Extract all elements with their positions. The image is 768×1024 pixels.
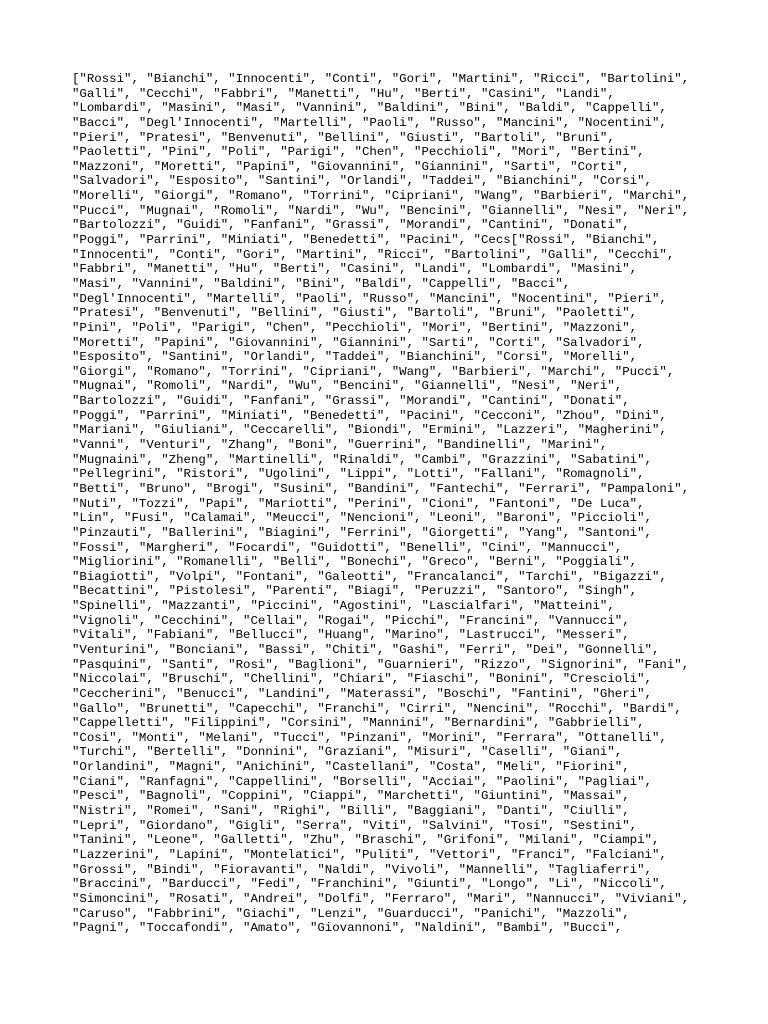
text-line: "Bacci", "Degl'Innocenti", "Martelli", "Paoli", "Russo", "Mancini", "Nocentini", — [72, 115, 667, 130]
text-line: "Pini", "Poli", "Parigi", "Chen", "Pecchioli", "Mori", "Bertini", "Mazzoni", — [72, 320, 638, 335]
text-line: "Becattini", "Pistolesi", "Parenti", "Biagi", "Peruzzi", "Santoro", "Singh", — [72, 584, 638, 599]
text-line: "Fabbri", "Manetti", "Hu", "Berti", "Casini", "Landi", "Lombardi", "Masini", — [72, 262, 638, 277]
text-line: "Fossi", "Margheri", "Focardi", "Guidotti", "Benelli", "Cini", "Mannucci", — [72, 540, 623, 555]
text-line: "Mazzoni", "Moretti", "Papini", "Giovannini", "Giannini", "Sarti", "Corti", — [72, 159, 630, 174]
text-line: "Lepri", "Giordano", "Gigli", "Serra", "Viti", "Salvini", "Tosi", "Sestini", — [72, 818, 638, 833]
text-line: "Mugnaini", "Zheng", "Martinelli", "Rinaldi", "Cambi", "Grazzini", "Sabatini", — [72, 452, 652, 467]
text-line: "Pagni", "Toccafondi", "Amato", "Giovannoni", "Naldini", "Bambi", "Bucci", — [72, 921, 623, 936]
text-line: "Masi", "Vannini", "Baldini", "Bini", "Baldi", "Cappelli", "Bacci", — [72, 276, 571, 291]
text-line: "Pellegrini", "Ristori", "Ugolini", "Lippi", "Lotti", "Fallani", "Romagnoli", — [72, 467, 645, 482]
text-line: "Venturini", "Bonciani", "Bassi", "Chiti", "Gashi", "Ferri", "Dei", "Gonnelli", — [72, 642, 660, 657]
text-line: "Pesci", "Bagnoli", "Coppini", "Ciappi", "Marchetti", "Giuntini", "Massai", — [72, 789, 630, 804]
text-line: "Bartolozzi", "Guidi", "Fanfani", "Grassi", "Morandi", "Cantini", "Donati", — [72, 218, 630, 233]
text-line: "Poggi", "Parrini", "Miniati", "Benedetti", "Pacini", "Cecconi", "Zhou", "Dini", — [72, 408, 667, 423]
text-line: "Morelli", "Giorgi", "Romano", "Torrini", "Cipriani", "Wang", "Barbieri", "Marchi", — [72, 189, 690, 204]
text-line: "Biagiotti", "Volpi", "Fontani", "Galeotti", "Francalanci", "Tarchi", "Bigazzi", — [72, 569, 667, 584]
text-line: "Paoletti", "Pini", "Poli", "Parigi", "Chen", "Pecchioli", "Mori", "Bertini", — [72, 145, 645, 160]
text-line: "Ceccherini", "Benucci", "Landini", "Materassi", "Boschi", "Fantini", "Gheri", — [72, 686, 652, 701]
text-line: "Betti", "Bruno", "Brogi", "Susini", "Bandini", "Fantechi", "Ferrari", "Pampaloni", — [72, 481, 690, 496]
text-line: "Pratesi", "Benvenuti", "Bellini", "Giusti", "Bartoli", "Bruni", "Paoletti", — [72, 306, 638, 321]
text-line: "Caruso", "Fabbrini", "Giachi", "Lenzi", "Guarducci", "Panichi", "Mazzoli", — [72, 906, 630, 921]
text-line: "Galli", "Cecchi", "Fabbri", "Manetti", "Hu", "Berti", "Casini", "Landi", — [72, 86, 615, 101]
text-line: "Tanini", "Leone", "Galletti", "Zhu", "Braschi", "Grifoni", "Milani", "Ciampi", — [72, 833, 660, 848]
text-line: "Turchi", "Bertelli", "Donnini", "Graziani", "Misuri", "Caselli", "Giani", — [72, 745, 623, 760]
text-line: "Pinzauti", "Ballerini", "Biagini", "Ferrini", "Giorgetti", "Yang", "Santoni", — [72, 525, 652, 540]
text-line: "Salvadori", "Esposito", "Santini", "Orlandi", "Taddei", "Bianchini", "Corsi", — [72, 174, 652, 189]
text-line: "Spinelli", "Mazzanti", "Piccini", "Agostini", "Lascialfari", "Matteini", — [72, 599, 615, 614]
text-line: "Pieri", "Pratesi", "Benvenuti", "Bellini", "Giusti", "Bartoli", "Bruni", — [72, 130, 615, 145]
text-line: "Braccini", "Barducci", "Fedi", "Franchini", "Giunti", "Longo", "Li", "Niccoli", — [72, 877, 667, 892]
text-line: "Degl'Innocenti", "Martelli", "Paoli", "Russo", "Mancini", "Nocentini", "Pieri", — [72, 291, 667, 306]
text-line: "Ciani", "Ranfagni", "Cappellini", "Borselli", "Acciai", "Paolini", "Pagliai", — [72, 774, 652, 789]
text-line: "Vanni", "Venturi", "Zhang", "Boni", "Guerrini", "Bandinelli", "Marini", — [72, 438, 608, 453]
text-line: "Moretti", "Papini", "Giovannini", "Giannini", "Sarti", "Corti", "Salvadori", — [72, 335, 645, 350]
text-line: ["Rossi", "Bianchi", "Innocenti", "Conti", "Gori", "Martini", "Ricci", "Bartolini", — [72, 72, 690, 86]
text-line: "Pucci", "Mugnai", "Romoli", "Nardi", "Wu", "Bencini", "Giannelli", "Nesi", "Neri", — [72, 203, 690, 218]
text-line: "Lombardi", "Masini", "Masi", "Vannini", "Baldini", "Bini", "Baldi", "Cappelli", — [72, 101, 667, 116]
text-line: "Nuti", "Tozzi", "Papi", "Mariotti", "Perini", "Cioni", "Fantoni", "De Luca", — [72, 496, 645, 511]
text-line: "Mugnai", "Romoli", "Nardi", "Wu", "Bencini", "Giannelli", "Nesi", "Neri", — [72, 379, 623, 394]
text-line: "Lin", "Fusi", "Calamai", "Meucci", "Nencioni", "Leoni", "Baroni", "Piccioli", — [72, 511, 652, 526]
document-text — [72, 72, 689, 936]
text-line: "Niccolai", "Bruschi", "Chellini", "Chiari", "Fiaschi", "Bonini", "Crescioli", — [72, 672, 652, 687]
text-line: "Lazzerini", "Lapini", "Montelatici", "Puliti", "Vettori", "Franci", "Falciani", — [72, 847, 667, 862]
text-line: "Vitali", "Fabiani", "Bellucci", "Huang", "Marino", "Lastrucci", "Messeri", — [72, 628, 630, 643]
text-line: "Giorgi", "Romano", "Torrini", "Cipriani", "Wang", "Barbieri", "Marchi", "Pucci", — [72, 364, 675, 379]
text-line: "Bartolozzi", "Guidi", "Fanfani", "Grassi", "Morandi", "Cantini", "Donati", — [72, 394, 630, 409]
text-line: "Vignoli", "Cecchini", "Cellai", "Rogai", "Picchi", "Francini", "Vannucci", — [72, 613, 630, 628]
text-line: "Nistri", "Romei", "Sani", "Righi", "Billi", "Baggiani", "Danti", "Ciulli", — [72, 804, 630, 819]
text-line: "Cappelletti", "Filippini", "Corsini", "Mannini", "Bernardini", "Gabbrielli", — [72, 716, 645, 731]
text-line: "Simoncini", "Rosati", "Andrei", "Dolfi", "Ferraro", "Mari", "Nannucci", "Viviani", — [72, 891, 690, 906]
text-line: "Gallo", "Brunetti", "Capecchi", "Franchi", "Cirri", "Nencini", "Rocchi", "Bardi", — [72, 701, 682, 716]
text-line: "Pasquini", "Santi", "Rosi", "Baglioni", "Guarnieri", "Rizzo", "Signorini", "Fani", — [72, 657, 690, 672]
text-line: "Poggi", "Parrini", "Miniati", "Benedetti", "Pacini", "Cecs["Rossi", "Bianchi", — [72, 233, 660, 248]
text-line: "Grossi", "Bindi", "Fioravanti", "Naldi", "Vivoli", "Mannelli", "Tagliaferri", — [72, 862, 652, 877]
text-line: "Orlandini", "Magni", "Anichini", "Castellani", "Costa", "Meli", "Fiorini", — [72, 760, 630, 775]
text-line: "Esposito", "Santini", "Orlandi", "Taddei", "Bianchini", "Corsi", "Morelli", — [72, 350, 638, 365]
text-line: "Innocenti", "Conti", "Gori", "Martini", "Ricci", "Bartolini", "Galli", "Cecchi", — [72, 247, 675, 262]
text-line: "Cosi", "Monti", "Melani", "Tucci", "Pinzani", "Morini", "Ferrara", "Ottanelli", — [72, 730, 667, 745]
text-line: "Migliorini", "Romanelli", "Belli", "Bonechi", "Greco", "Berni", "Poggiali", — [72, 555, 638, 570]
text-line: "Mariani", "Giuliani", "Ceccarelli", "Biondi", "Ermini", "Lazzeri", "Magherini", — [72, 423, 667, 438]
